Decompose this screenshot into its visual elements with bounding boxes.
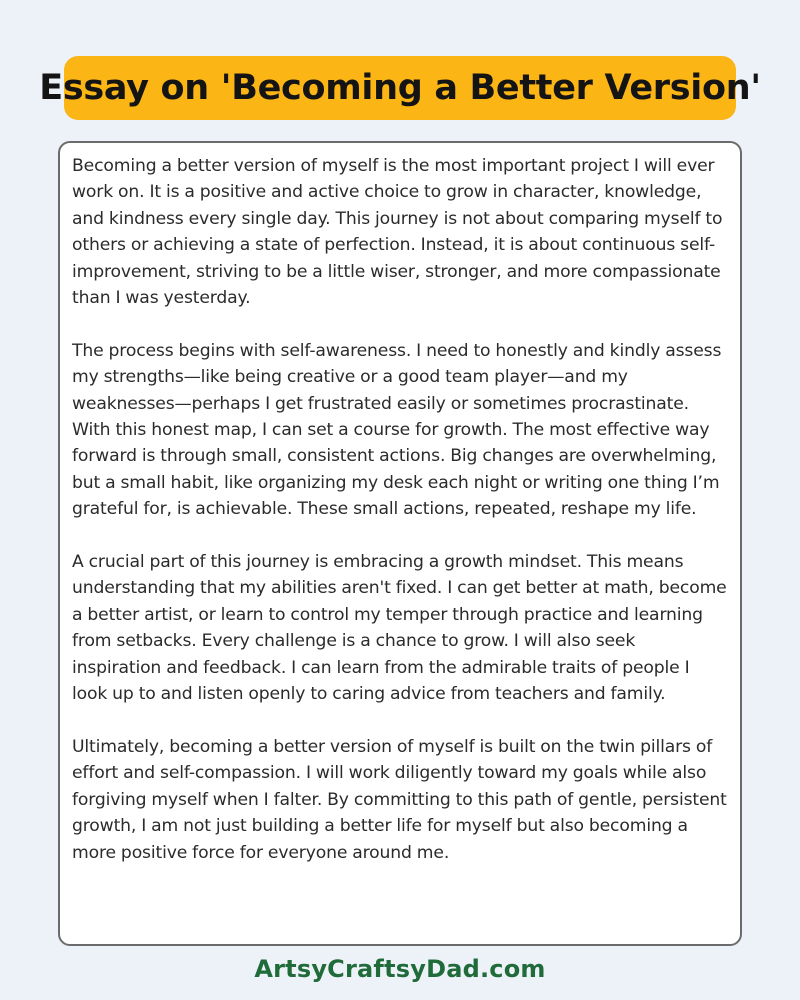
page-title: Essay on 'Becoming a Better Version': [39, 68, 761, 108]
essay-paragraph: The process begins with self-awareness. I need to honestly and kindly assess my strengths—like being creative or a good team player—and my weaknesses—perhaps I get frustrated easily or sometimes procrastinate. With this honest map, I can set a course for growth. The most effective way forward is through small, consistent actions. Big changes are overwhelming, but a small habit, like organizing my desk each night or writing one thing I’m grateful for, is achievable. These small actions, repeated, reshape my life.: [72, 340, 722, 520]
essay-card: [58, 141, 742, 946]
title-banner: [39, 56, 761, 120]
essay-paragraph: Becoming a better version of myself is the most important project I will ever work on. It is a positive and active choice to grow in character, knowledge, and kindness every single day. This journey is not about comparing myself to others or achieving a state of perfection. Instead, it is about continuous self-improvement, striving to be a little wiser, stronger, and more compassionate than I was yesterday.: [72, 156, 723, 309]
essay-paragraph: Ultimately, becoming a better version of myself is built on the twin pillars of effort and self-compassion. I will work diligently toward my goals while also forgiving myself when I falter. By committing to this path of gentle, persistent growth, I am not just building a better life for myself but also becoming a more positive force for everyone around me.: [72, 736, 727, 863]
footer-brand: ArtsyCraftsyDad.com: [254, 955, 546, 983]
essay-paragraph: A crucial part of this journey is embracing a growth mindset. This means understanding that my abilities aren't fixed. I can get better at math, become a better artist, or learn to control my temper through practice and learning from setbacks. Every challenge is a chance to grow. I will also seek inspiration and feedback. I can learn from the admirable traits of people I look up to and listen openly to caring advice from teachers and family.: [72, 552, 727, 705]
